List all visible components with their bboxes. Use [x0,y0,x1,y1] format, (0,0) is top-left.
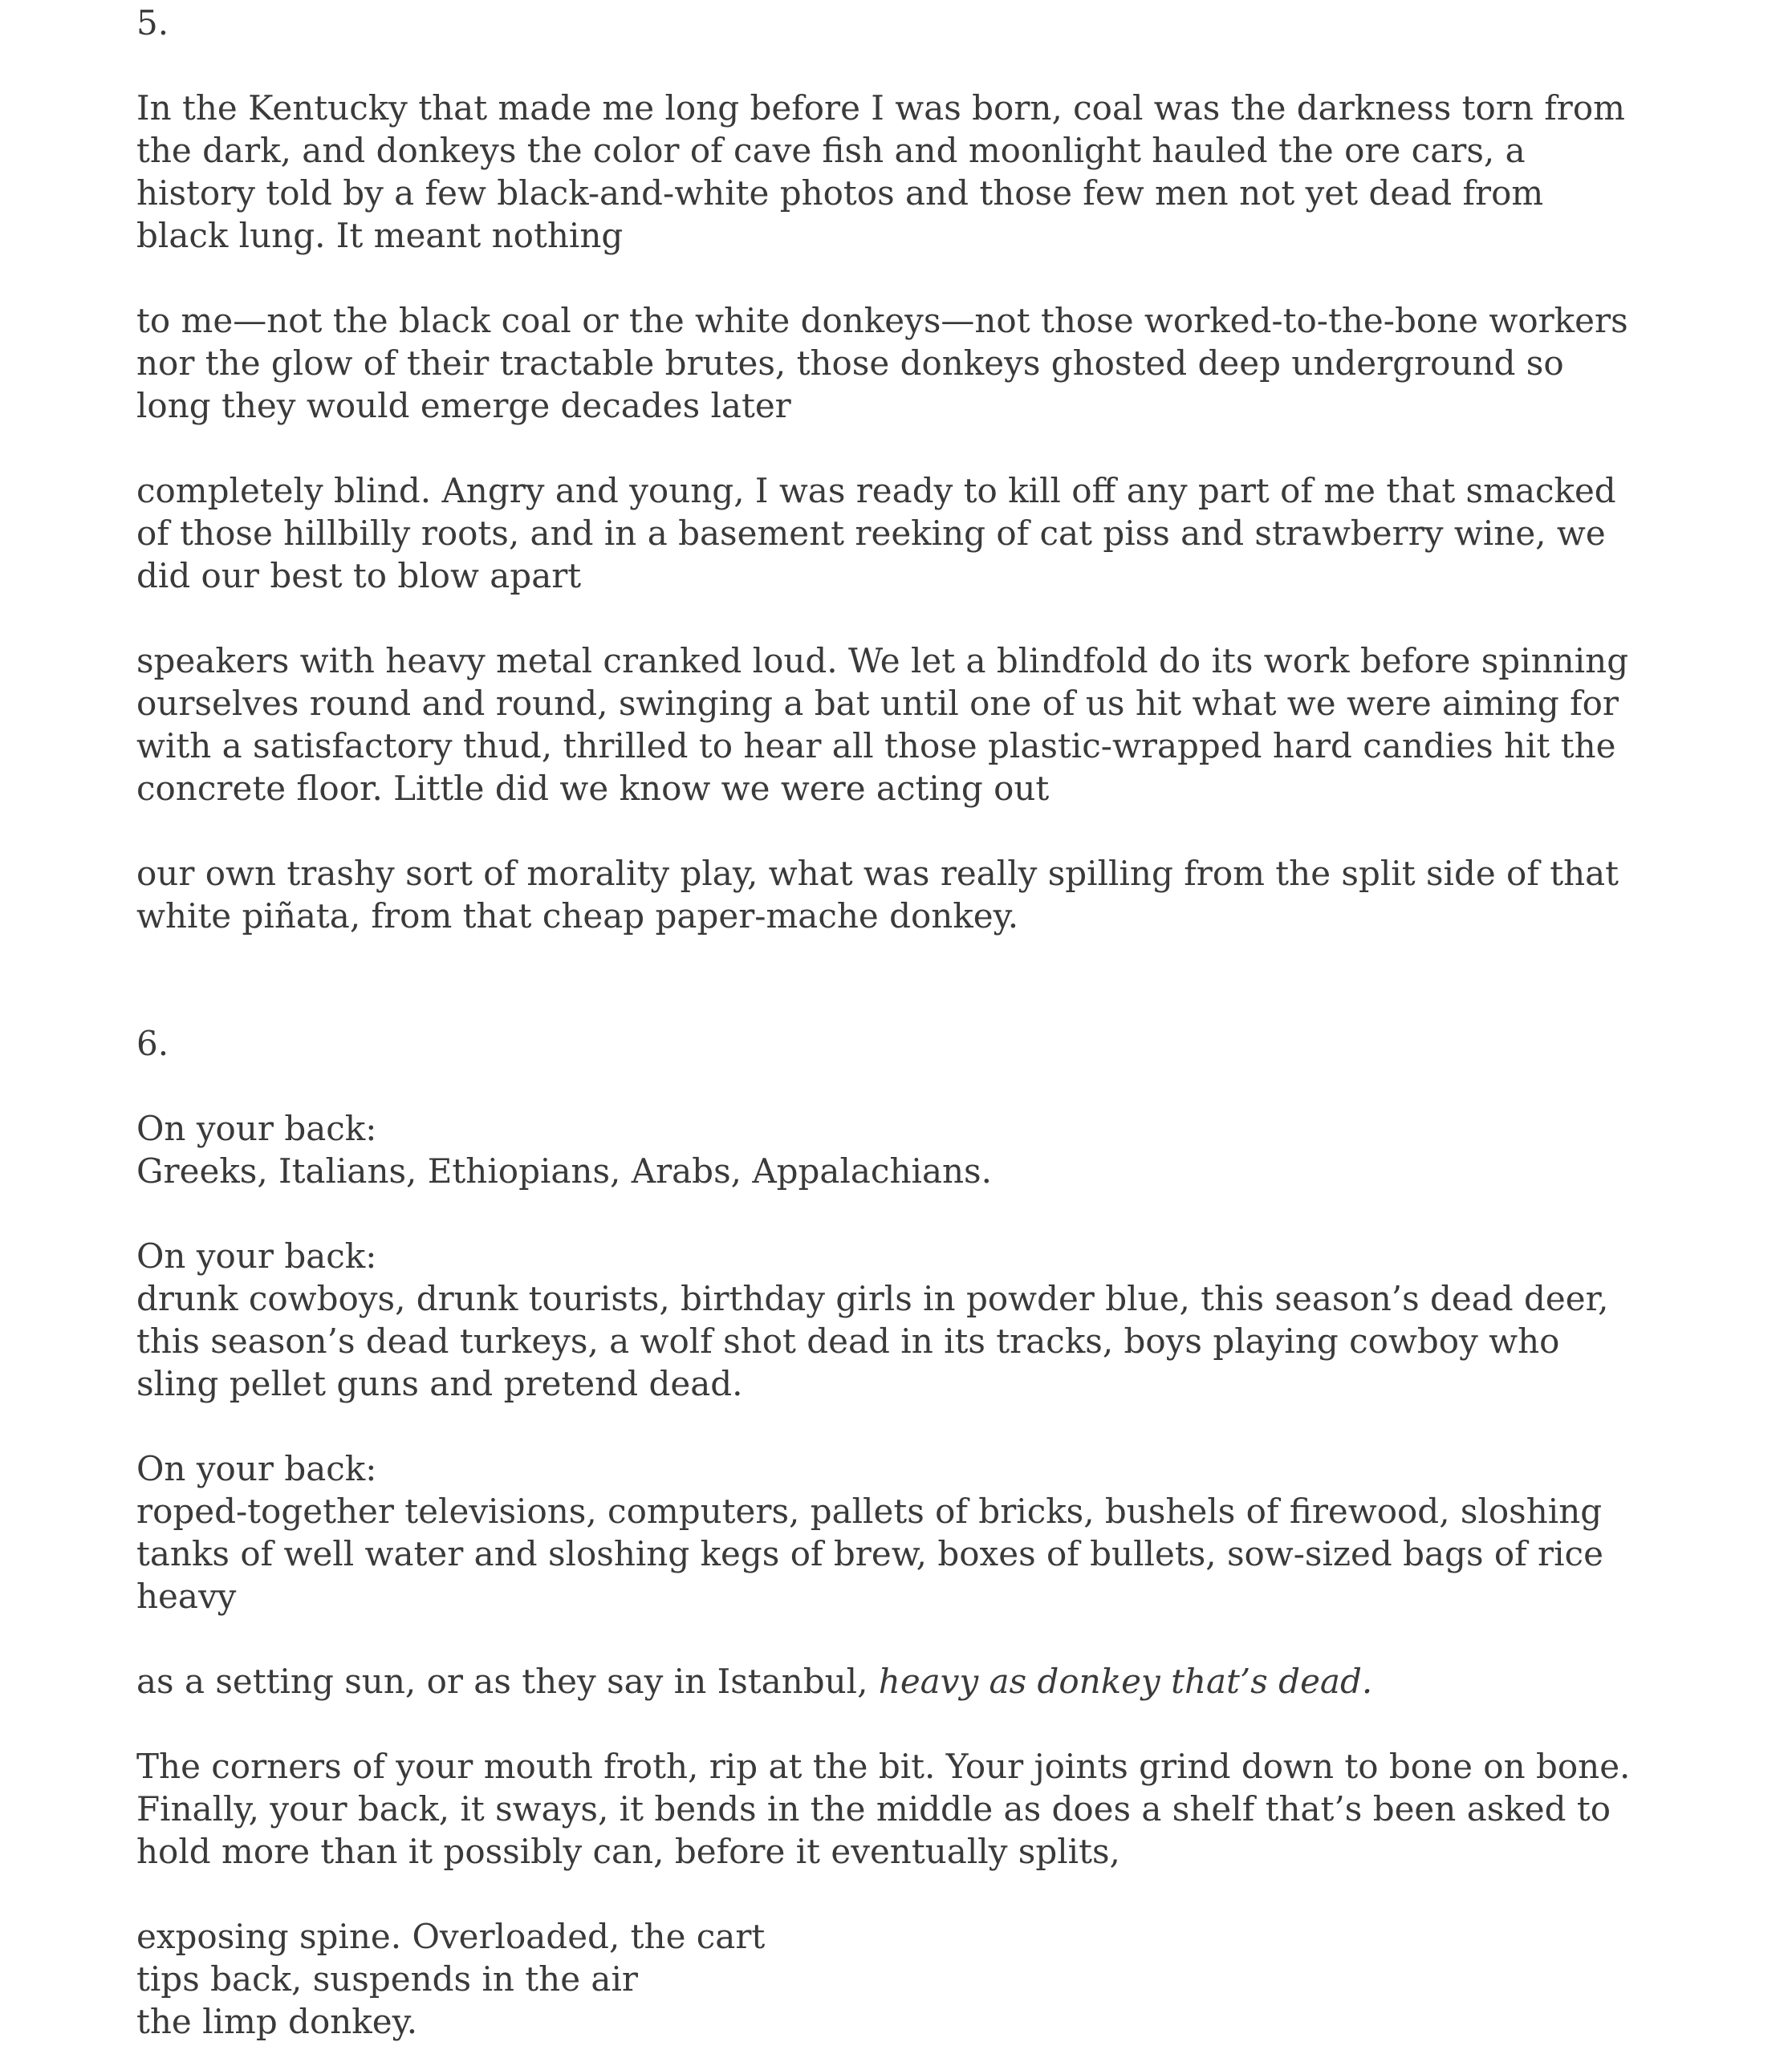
spacer [136,1192,1645,1235]
stanza-6-line-2: tips back, suspends in the air [136,1959,638,1999]
stanza-6 [136,1915,1645,2043]
section-5-paragraph-1: In the Kentucky that made me long before I was born, coal was the darkness torn from the dark, and donkeys the color of cave fish and moonlight hauled the ore cars, a history told by a few black-and-white photos and those few men not yet dead from black lung. It meant nothing [136,88,1625,255]
spacer [136,597,1645,639]
section-5-paragraph-4: speakers with heavy metal cranked loud. We let a blindfold do its work before spinning ourselves round and round, swinging a bat until one of us hit what we were aiming for with a satisfactory thud, thrilled to hear all those plastic-wrapped hard candies hit the concrete floor. Little did we know we were acting out [136,641,1629,808]
stanza-6-line-1: exposing spine. Overloaded, the cart [136,1917,766,1956]
section-6-number: 6. [136,1024,169,1063]
stanza-5: The corners of your mouth froth, rip at the bit. Your joints grind down to bone on bone. Finally, your back, it sways, it bends in the middle as does a shelf that’s been asked to hold more than it possibly can, before it eventually splits, [136,1747,1631,1871]
section-5-number: 5. [136,3,169,43]
spacer [136,44,1645,87]
stanza-2-text: drunk cowboys, drunk tourists, birthday girls in powder blue, this season’s dead deer, this season’s dead turkeys, a wolf shot dead in its tracks, boys playing cowboy who sling pellet guns and pretend dead. [136,1279,1609,1403]
stanza-3-heading: On your back: [136,1449,377,1488]
stanza-4 [136,1660,1645,1703]
stanza-6-line-3: the limp donkey. [136,2002,418,2041]
section-5-paragraph-5: our own trashy sort of morality play, what was really spilling from the split side of that white piñata, from that cheap paper-mache donkey. [136,854,1619,936]
section-5-paragraph-2: to me—not the black coal or the white donkeys—not those worked-to-the-bone workers nor the glow of their tractable brutes, those donkeys ghosted deep underground so long they would emerge decades later [136,301,1628,425]
spacer [136,257,1645,299]
section-5-paragraph-3: completely blind. Angry and young, I was ready to kill off any part of me that smacked of those hillbilly roots, and in a basement reeking of cat piss and strawberry wine, we did our best to blow apart [136,471,1616,595]
stanza-1-text: Greeks, Italians, Ethiopians, Arabs, Appalachians. [136,1151,992,1191]
stanza-2-heading: On your back: [136,1236,377,1276]
stanza-4-text: as a setting sun, or as they say in Istanbul, [136,1662,879,1701]
spacer [136,427,1645,469]
stanza-3 [136,1447,1645,1618]
stanza-1 [136,1107,1645,1192]
spacer [136,1618,1645,1660]
spacer [136,1405,1645,1447]
stanza-3-text: roped-together televisions, computers, pallets of bricks, bushels of firewood, sloshing tanks of well water and sloshing kegs of brew, boxes of bullets, sow-sized bags of rice heavy [136,1492,1603,1616]
spacer [136,1703,1645,1745]
spacer [136,810,1645,852]
poem-page [136,0,1645,2043]
stanza-2 [136,1235,1645,1405]
spacer [136,1065,1645,1107]
section-divider-space [136,937,1645,1022]
stanza-1-heading: On your back: [136,1109,377,1148]
spacer [136,1873,1645,1915]
stanza-4-italic-phrase: heavy as donkey that’s dead. [878,1662,1373,1701]
